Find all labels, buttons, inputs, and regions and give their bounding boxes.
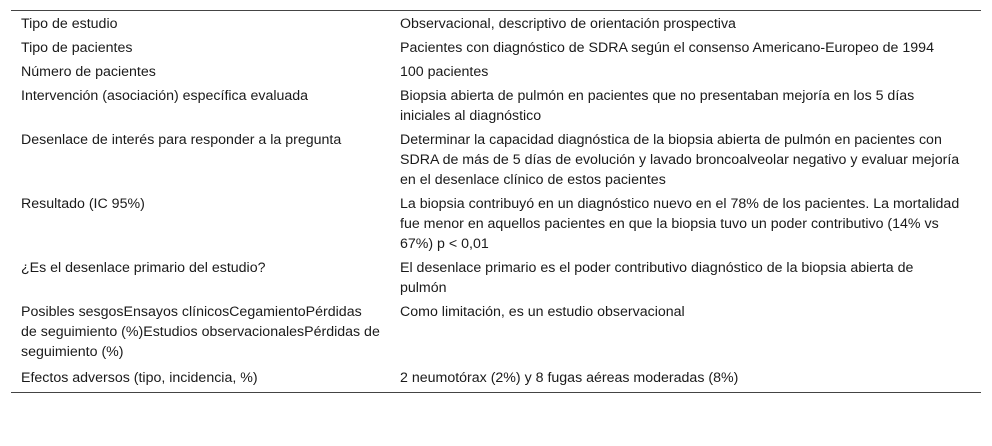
table-row (11, 84, 981, 128)
row-value: Biopsia abierta de pulmón en pacientes que no presentaban mejoría en los 5 días iniciales al diagnóstico (400, 88, 915, 124)
table-row (11, 128, 981, 192)
row-label: Intervención (asociación) específica evaluada (21, 88, 309, 104)
table-row (11, 364, 981, 393)
row-value: 2 neumotórax (2%) y 8 fugas aéreas moderadas (8%) (400, 370, 739, 386)
row-value: Observacional, descriptivo de orientación prospectiva (400, 16, 736, 32)
row-label: Resultado (IC 95%) (21, 196, 145, 212)
row-value: 100 pacientes (400, 64, 489, 80)
study-summary-table (11, 10, 981, 393)
table-row (11, 256, 981, 300)
table-row (11, 36, 981, 60)
row-value: Pacientes con diagnóstico de SDRA según el consenso Americano-Europeo de 1994 (400, 40, 934, 56)
row-value: Como limitación, es un estudio observacional (400, 304, 685, 320)
row-label: Desenlace de interés para responder a la pregunta (21, 132, 342, 148)
table-row (11, 192, 981, 256)
row-label: Número de pacientes (21, 64, 156, 80)
table-row (11, 11, 981, 37)
row-value: El desenlace primario es el poder contributivo diagnóstico de la biopsia abierta de pulmón (400, 260, 914, 296)
row-label: ¿Es el desenlace primario del estudio? (21, 260, 266, 276)
row-label: Posibles sesgosEnsayos clínicosCegamientoPérdidas de seguimiento (%)Estudios observacionalesPérdidas de seguimiento (%) (21, 304, 380, 360)
row-label: Tipo de estudio (21, 16, 118, 32)
row-label: Tipo de pacientes (21, 40, 133, 56)
table-row (11, 60, 981, 84)
table-row (11, 300, 981, 364)
study-summary (11, 10, 981, 393)
row-value: Determinar la capacidad diagnóstica de la biopsia abierta de pulmón en pacientes con SDRA de más de 5 días de evolución y lavado broncoalveolar negativo y evaluar mejoría en el desenlace clínico de estos pacientes (400, 132, 960, 188)
row-label: Efectos adversos (tipo, incidencia, %) (21, 370, 258, 386)
row-value: La biopsia contribuyó en un diagnóstico nuevo en el 78% de los pacientes. La mortalidad fue menor en aquellos pacientes en que la biopsia tuvo un poder contributivo (14% vs 67%) p < 0,01 (400, 196, 960, 252)
